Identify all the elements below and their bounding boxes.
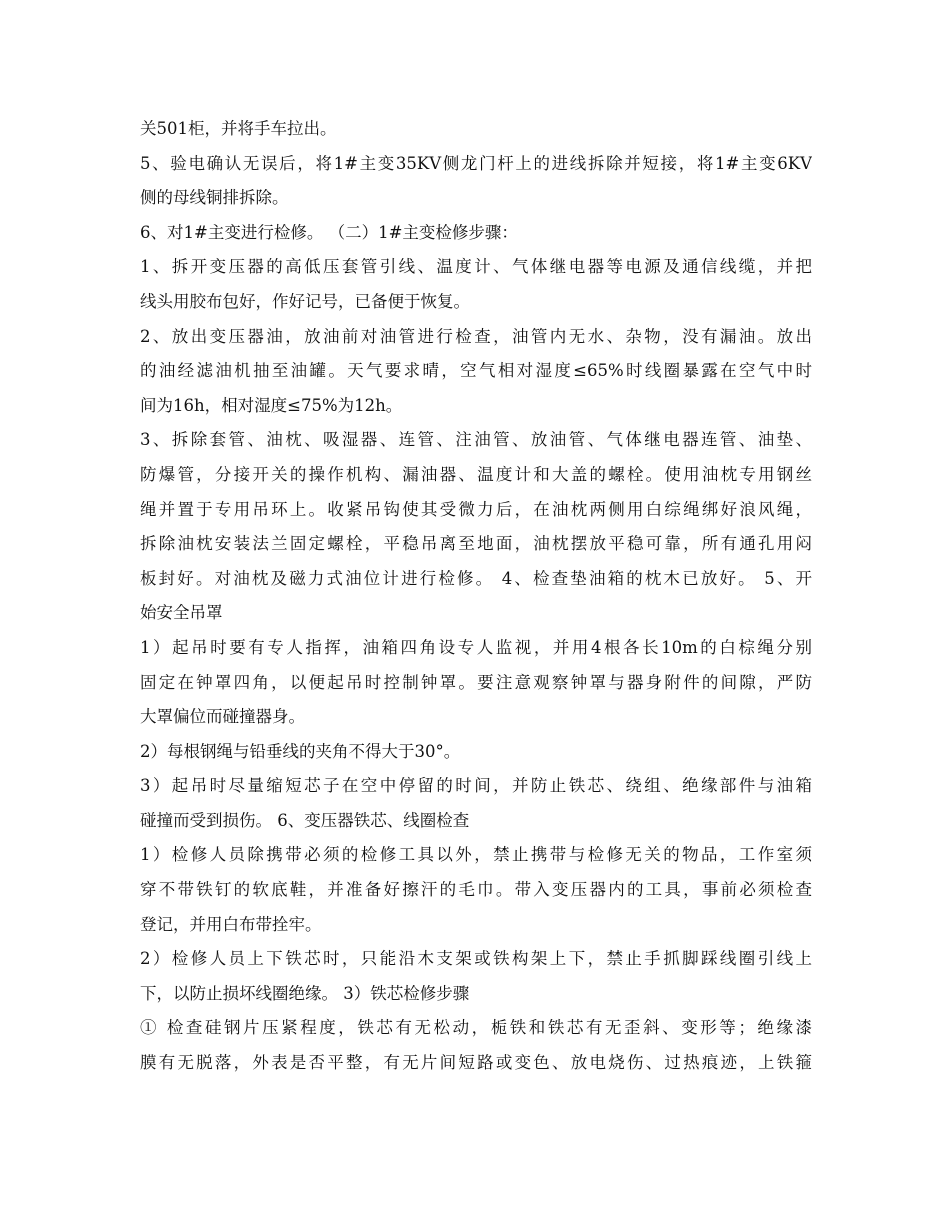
text-line: 拆除油枕安装法兰固定螺栓，平稳吊离至地面，油枕摆放平稳可靠，所有通孔用闷 bbox=[140, 534, 812, 554]
text-line: ① 检查硅钢片压紧程度，铁芯有无松动，栀铁和铁芯有无歪斜、变形等；绝缘漆 bbox=[140, 1018, 812, 1038]
text-line: 碰撞而受到损伤。 6、变压器铁芯、线圈检查 bbox=[140, 810, 470, 830]
text-line: 防爆管，分接开关的操作机构、漏油器、温度计和大盖的螺栓。使用油枕专用钢丝 bbox=[140, 464, 812, 484]
text-line: 1、拆开变压器的高低压套管引线、温度计、气体继电器等电源及通信线缆，并把 bbox=[140, 257, 812, 277]
text-line: 2）每根钢绳与铅垂线的夹角不得大于30°。 bbox=[140, 741, 461, 761]
text-line: 间为16h，相对湿度≤75%为12h。 bbox=[140, 395, 403, 415]
text-line: 线头用胶布包好，作好记号，已备便于恢复。 bbox=[140, 291, 470, 311]
text-line: 的油经滤油机抽至油罐。天气要求晴，空气相对湿度≤65%时线圈暴露在空气中时 bbox=[140, 361, 812, 381]
text-line: 固定在钟罩四角，以便起吊时控制钟罩。要注意观察钟罩与器身附件的间隙，严防 bbox=[140, 672, 812, 692]
text-line: 膜有无脱落，外表是否平整，有无片间短路或变色、放电烧伤、过热痕迹，上铁箍 bbox=[140, 1053, 812, 1073]
text-line: 2、放出变压器油，放油前对油管进行检查，油管内无水、杂物，没有漏油。放出 bbox=[140, 326, 812, 346]
text-line: 5、验电确认无误后，将1#主变35KV侧龙门杆上的进线拆除并短接，将1#主变6KV bbox=[140, 153, 812, 173]
document-body bbox=[140, 112, 812, 1081]
text-line: 1）起吊时要有专人指挥，油箱四角设专人监视，并用4根各长10m的白棕绳分别 bbox=[140, 637, 812, 657]
text-line: 绳并置于专用吊环上。收紧吊钩使其受微力后，在油枕两侧用白综绳绑好浪风绳， bbox=[140, 499, 812, 519]
text-line: 3、拆除套管、油枕、吸湿器、连管、注油管、放油管、气体继电器连管、油垫、 bbox=[140, 430, 812, 450]
text-line: 1）检修人员除携带必须的检修工具以外，禁止携带与检修无关的物品，工作室须 bbox=[140, 845, 812, 865]
text-line: 穿不带铁钉的软底鞋，并准备好擦汗的毛巾。带入变压器内的工具，事前必须检查 bbox=[140, 880, 812, 900]
text-line: 板封好。对油枕及磁力式油位计进行检修。 4、检查垫油箱的枕木已放好。 5、开 bbox=[140, 568, 812, 588]
text-line: 下，以防止损坏线圈绝缘。 3）铁芯检修步骤 bbox=[140, 983, 470, 1003]
text-line: 3）起吊时尽量缩短芯子在空中停留的时间，并防止铁芯、绕组、绝缘部件与油箱 bbox=[140, 776, 812, 796]
text-line: 6、对1#主变进行检修。 （二）1#主变检修步骤： bbox=[140, 222, 518, 242]
text-line: 大罩偏位而碰撞器身。 bbox=[140, 707, 305, 727]
text-line: 2）检修人员上下铁芯时，只能沿木支架或铁构架上下，禁止手抓脚踩线圈引线上 bbox=[140, 949, 812, 969]
text-line: 始安全吊罩 bbox=[140, 603, 223, 623]
text-line: 关501柜，并将手车拉出。 bbox=[140, 119, 337, 138]
text-line: 登记，并用白布带拴牢。 bbox=[140, 914, 322, 934]
text-line: 侧的母线铜排拆除。 bbox=[140, 188, 289, 208]
